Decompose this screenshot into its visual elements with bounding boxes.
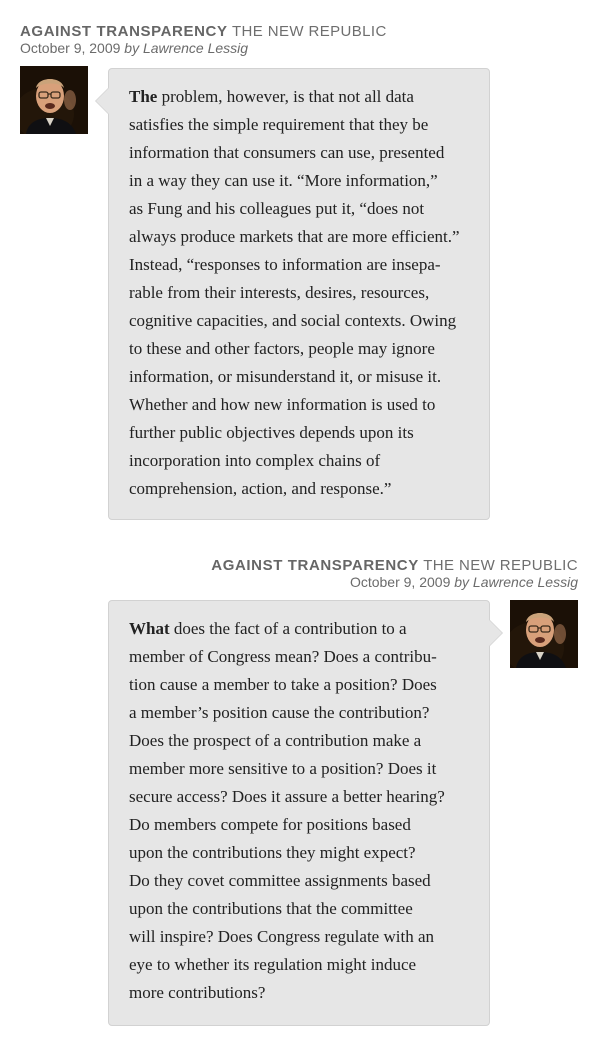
entry-header (20, 23, 387, 56)
quote-bubble (108, 68, 490, 520)
quote-line: upon the contributions they might expect? (129, 843, 416, 862)
quote-line: The problem, however, is that not all data (129, 87, 414, 106)
author-photo-icon (20, 66, 88, 134)
quote-line: comprehension, action, and response.” (129, 479, 392, 498)
quote-line: secure access? Does it assure a better hearing? (129, 787, 445, 806)
quote-line: rable from their interests, desires, resources, (129, 283, 430, 302)
quote-line: information, or misunderstand it, or misuse it. (129, 367, 442, 386)
quote-line: member more sensitive to a position? Does it (129, 759, 437, 778)
quote-line: incorporation into complex chains of (129, 451, 381, 470)
article-date: October 9, 2009 (349, 574, 451, 590)
quote-line: member of Congress mean? Does a contribu- (129, 647, 437, 666)
quote-lead-word: The (129, 87, 158, 106)
entry-header (211, 557, 578, 590)
bubble-pointer (489, 619, 503, 647)
quote-line: satisfies the simple requirement that they be (129, 115, 429, 134)
article-date: October 9, 2009 (20, 40, 121, 56)
author-avatar (20, 66, 88, 134)
author-avatar (510, 600, 578, 668)
quote-line: tion cause a member to take a position? Does (129, 675, 437, 694)
author-photo-icon (510, 600, 578, 668)
article-title[interactable]: AGAINST TRANSPARENCY (211, 557, 419, 574)
quote-line: in a way they can use it. “More information,” (129, 171, 438, 190)
publication-name: THE NEW REPUBLIC (423, 557, 578, 574)
quote-line: Does the prospect of a contribution make a (129, 731, 422, 750)
quote-line: cognitive capacities, and social contexts. Owing (129, 311, 457, 330)
quote-line: further public objectives depends upon its (129, 423, 414, 442)
quote-text (109, 601, 489, 1021)
quote-line: will inspire? Does Congress regulate with an (129, 927, 434, 946)
quote-line: a member’s position cause the contribution? (129, 703, 430, 722)
quote-line: as Fung and his colleagues put it, “does not (129, 199, 425, 218)
quote-line: Do they covet committee assignments based (129, 871, 431, 890)
quote-line: eye to whether its regulation might induce (129, 955, 417, 974)
quote-bubble (108, 600, 490, 1026)
quote-line: What does the fact of a contribution to a (129, 619, 407, 638)
article-title[interactable]: AGAINST TRANSPARENCY (20, 23, 228, 40)
quote-line: always produce markets that are more efficient.” (129, 227, 460, 246)
quote-text (109, 69, 489, 517)
author-byline: by Lawrence Lessig (124, 40, 249, 56)
quote-line: to these and other factors, people may ignore (129, 339, 435, 358)
quote-line: Instead, “responses to information are insepa- (129, 255, 441, 274)
quote-line: more contributions? (129, 983, 266, 1002)
quote-line: Do members compete for positions based (129, 815, 411, 834)
quote-lead-word: What (129, 619, 170, 638)
quote-line: Whether and how new information is used to (129, 395, 436, 414)
author-byline: by Lawrence Lessig (454, 574, 578, 590)
quote-line: upon the contributions that the committee (129, 899, 413, 918)
quote-line: information that consumers can use, presented (129, 143, 445, 162)
bubble-pointer (95, 87, 109, 115)
publication-name: THE NEW REPUBLIC (231, 23, 387, 40)
